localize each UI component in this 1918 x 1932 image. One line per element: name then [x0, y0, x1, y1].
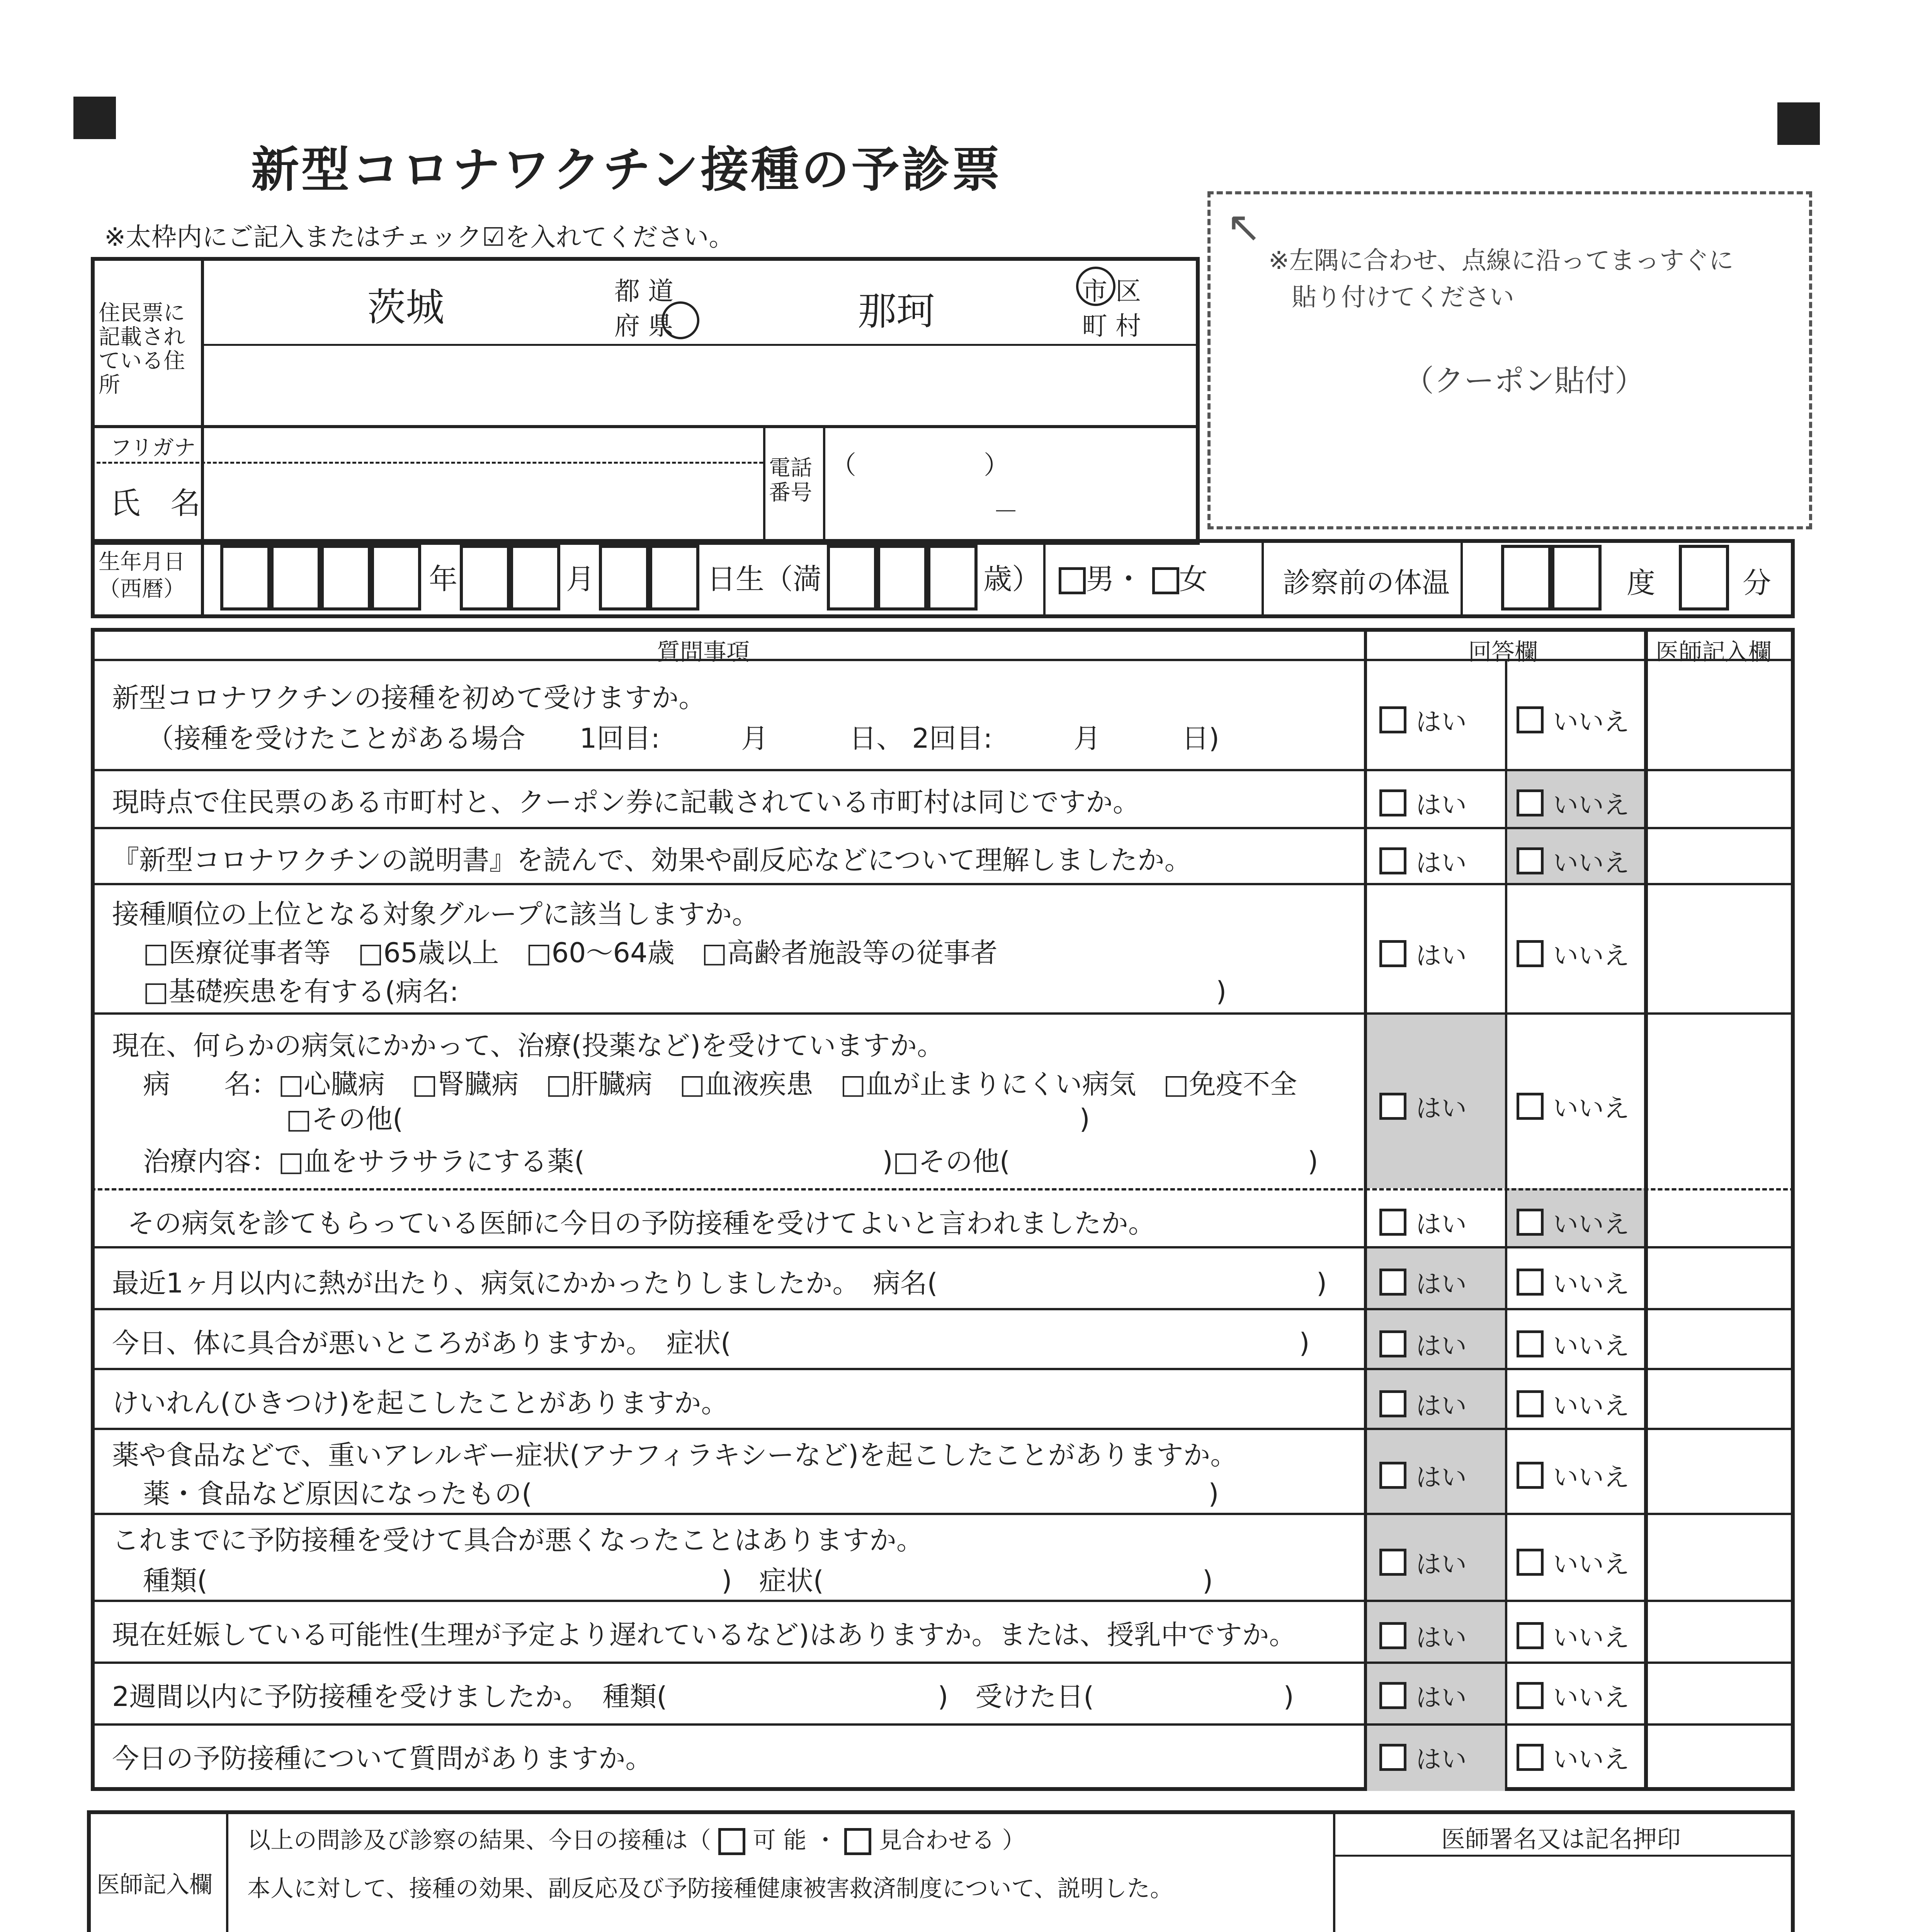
temp-decimal-digit[interactable]: [1679, 545, 1729, 611]
yes-label: はい: [1416, 1623, 1467, 1653]
no-checkbox[interactable]: [1517, 1269, 1544, 1296]
q14-no[interactable]: [1517, 1739, 1629, 1776]
question-5-line-1: 現在、何らかの病気にかかって、治療(投薬など)を受けていますか。: [112, 1030, 944, 1061]
no-checkbox[interactable]: [1517, 1330, 1544, 1357]
yes-label: はい: [1416, 1463, 1467, 1492]
q7-yes[interactable]: [1379, 1264, 1467, 1300]
yes-checkbox[interactable]: [1379, 1209, 1406, 1236]
separator-dot: ・: [814, 1827, 837, 1854]
defer-checkbox[interactable]: [844, 1828, 871, 1855]
coupon-instruction-2: 貼り付けてください: [1292, 283, 1514, 312]
yes-label: はい: [1416, 707, 1467, 737]
questions-header: 質問事項: [657, 639, 750, 666]
q6-yes[interactable]: [1379, 1204, 1467, 1240]
question-4-line-1: 接種順位の上位となる対象グループに該当しますか。: [112, 898, 759, 930]
yes-checkbox[interactable]: [1379, 1744, 1406, 1771]
no-checkbox[interactable]: [1517, 1462, 1544, 1489]
male-checkbox[interactable]: [1059, 567, 1086, 594]
no-checkbox[interactable]: [1517, 1093, 1544, 1120]
temp-digit-1[interactable]: [1501, 545, 1551, 611]
q13-no[interactable]: [1517, 1677, 1629, 1714]
judgement-prefix: 以上の問診及び診察の結果、今日の接種は（: [247, 1827, 711, 1854]
city-suffix-top: 市 区: [1082, 276, 1141, 306]
yes-label: はい: [1416, 1094, 1467, 1123]
q8-yes[interactable]: [1379, 1325, 1467, 1362]
q8-no[interactable]: [1517, 1325, 1629, 1362]
no-checkbox[interactable]: [1517, 1682, 1544, 1709]
no-label: いいえ: [1553, 1331, 1629, 1361]
possible-label: 可 能: [753, 1827, 807, 1854]
yes-checkbox[interactable]: [1379, 1549, 1406, 1576]
yes-checkbox[interactable]: [1379, 1462, 1406, 1489]
question-1-line-1: 新型コロナワクチンの接種を初めて受けますか。: [112, 682, 706, 714]
q10-no[interactable]: [1517, 1457, 1629, 1493]
question-2: 現時点で住民票のある市町村と、クーポン券に記載されている市町村は同じですか。: [112, 786, 1140, 818]
no-label: いいえ: [1553, 1209, 1629, 1239]
no-checkbox[interactable]: [1517, 940, 1544, 967]
yes-checkbox[interactable]: [1379, 706, 1406, 733]
birth-label: 生年月日（西暦）: [99, 549, 185, 602]
question-14: 今日の予防接種について質問がありますか。: [112, 1743, 653, 1774]
yes-checkbox[interactable]: [1379, 1622, 1406, 1649]
no-label: いいえ: [1553, 1683, 1629, 1713]
coupon-label: （クーポン貼付）: [1404, 364, 1645, 398]
phone-paren: （ ）: [831, 450, 1009, 480]
yes-label: はい: [1416, 1269, 1467, 1299]
yes-checkbox[interactable]: [1379, 1330, 1406, 1357]
registration-mark-tr: [1777, 102, 1820, 145]
yes-label: はい: [1416, 1209, 1467, 1239]
question-4-line-3: □基礎疾患を有する(病名: ): [143, 976, 1227, 1007]
q3-no[interactable]: [1517, 842, 1629, 879]
phone-dash: －: [993, 497, 1019, 526]
yes-label: はい: [1416, 941, 1467, 971]
no-label: いいえ: [1553, 1269, 1629, 1299]
q2-no[interactable]: [1517, 784, 1629, 821]
q6-no[interactable]: [1517, 1204, 1629, 1240]
arrow-icon: ↖: [1226, 202, 1262, 252]
no-label: いいえ: [1553, 1463, 1629, 1492]
doctor-section-label: 医師記入欄: [97, 1871, 213, 1898]
no-checkbox[interactable]: [1517, 1549, 1544, 1576]
yes-checkbox[interactable]: [1379, 1390, 1406, 1417]
no-checkbox[interactable]: [1517, 1390, 1544, 1417]
q12-yes[interactable]: [1379, 1617, 1467, 1654]
no-label: いいえ: [1553, 1745, 1629, 1774]
birth-year-digit-1[interactable]: [220, 545, 270, 611]
yes-checkbox[interactable]: [1379, 1682, 1406, 1709]
no-label: いいえ: [1553, 1549, 1629, 1579]
age-unit: 歳）: [983, 563, 1041, 596]
question-1-line-2: （接種を受けたことがある場合 1回目: 月 日、 2回目: 月 日): [147, 723, 1219, 754]
name-input[interactable]: [209, 466, 757, 539]
yes-label: はい: [1416, 1745, 1467, 1774]
age-digit-3[interactable]: [927, 545, 978, 611]
prefecture-value: 茨城: [367, 285, 444, 330]
q3-yes[interactable]: [1379, 842, 1467, 879]
q1-no[interactable]: [1517, 701, 1629, 738]
q5-yes[interactable]: [1379, 1088, 1467, 1124]
yes-checkbox[interactable]: [1379, 940, 1406, 967]
yes-label: はい: [1416, 1683, 1467, 1713]
no-checkbox[interactable]: [1517, 789, 1544, 816]
q4-no[interactable]: [1517, 935, 1629, 972]
coupon-instruction-1: ※左隅に合わせ、点線に沿ってまっすぐに: [1268, 247, 1734, 275]
q14-yes[interactable]: [1379, 1739, 1467, 1776]
q5-no[interactable]: [1517, 1088, 1629, 1124]
yes-checkbox[interactable]: [1379, 789, 1406, 816]
q7-no[interactable]: [1517, 1264, 1629, 1300]
no-label: いいえ: [1553, 790, 1629, 820]
question-3: 『新型コロナワクチンの説明書』を読んで、効果や副反応などについて理解しましたか。: [112, 844, 1192, 876]
question-12: 現在妊娠している可能性(生理が予定より遅れているなど)はありますか。または、授乳中ですか。: [112, 1619, 1296, 1651]
page-title: 新型コロナワクチン接種の予診票: [251, 142, 1002, 198]
female-label: 女: [1179, 563, 1208, 596]
question-8: 今日、体に具合が悪いところがありますか。 症状( ): [112, 1327, 1310, 1359]
temp-degree-unit: 度: [1627, 566, 1655, 600]
no-label: いいえ: [1553, 1094, 1629, 1123]
prefecture-suffix-bottom: 府 県: [614, 311, 673, 341]
no-label: いいえ: [1553, 848, 1629, 878]
question-10-line-1: 薬や食品などで、重いアレルギー症状(アナフィラキシーなど)を起こしたことがありますか。: [112, 1439, 1238, 1471]
question-7: 最近1ヶ月以内に熱が出たり、病気にかかったりしましたか。 病名( ): [112, 1267, 1327, 1299]
birth-year-unit: 年: [429, 563, 457, 596]
yes-checkbox[interactable]: [1379, 1269, 1406, 1296]
q10-yes[interactable]: [1379, 1457, 1467, 1493]
q9-no[interactable]: [1517, 1385, 1629, 1422]
possible-checkbox[interactable]: [718, 1828, 745, 1855]
age-digit-2[interactable]: [877, 545, 927, 611]
birth-day-digit-2[interactable]: [649, 545, 699, 611]
doctor-signature-field[interactable]: [1341, 1861, 1789, 1932]
phone-label: 電話番号: [769, 456, 812, 505]
yes-label: はい: [1416, 1549, 1467, 1579]
q9-yes[interactable]: [1379, 1385, 1467, 1422]
q12-no[interactable]: [1517, 1617, 1629, 1654]
female-checkbox[interactable]: [1152, 567, 1179, 594]
doctor-explanation: 本人に対して、接種の効果、副反応及び予防接種健康被害救済制度について、説明した。: [247, 1875, 1173, 1902]
birth-month-unit: 月: [566, 563, 595, 596]
q2-yes[interactable]: [1379, 784, 1467, 821]
fill-instruction: ※太枠内にご記入またはチェック☑を入れてください。: [104, 222, 735, 252]
answers-header: 回答欄: [1468, 639, 1538, 666]
question-6: その病気を診てもらっている医師に今日の予防接種を受けてよいと言われましたか。: [128, 1208, 1155, 1239]
city-circle: [1076, 267, 1115, 306]
male-label: 男・: [1086, 563, 1143, 596]
doctor-header: 医師記入欄: [1656, 639, 1772, 666]
city-suffix-bottom: 町 村: [1082, 311, 1141, 341]
question-9: けいれん(ひきつけ)を起こしたことがありますか。: [112, 1387, 728, 1419]
doctor-judgement: [247, 1822, 1025, 1855]
temp-minute-unit: 分: [1743, 566, 1771, 600]
no-checkbox[interactable]: [1517, 706, 1544, 733]
defer-label: 見合わせる ）: [879, 1827, 1025, 1854]
birth-day-digit-1[interactable]: [599, 545, 649, 611]
question-11-line-1: これまでに予防接種を受けて具合が悪くなったことはありますか。: [112, 1524, 923, 1556]
question-4-line-2: □医療従事者等 □65歳以上 □60〜64歳 □高齢者施設等の従事者: [143, 937, 998, 969]
q1-yes[interactable]: [1379, 701, 1467, 738]
no-label: いいえ: [1553, 707, 1629, 737]
birth-year-digit-3[interactable]: [321, 545, 371, 611]
no-checkbox[interactable]: [1517, 1209, 1544, 1236]
birth-year-digit-4[interactable]: [371, 545, 421, 611]
address-label: 住民票に記載されている住所: [99, 301, 185, 398]
doctor-signature-label: 医師署名又は記名押印: [1441, 1825, 1681, 1853]
temp-digit-2[interactable]: [1551, 545, 1602, 611]
question-10-line-2: 薬・食品など原因になったもの( ): [143, 1478, 1219, 1510]
q4-yes[interactable]: [1379, 935, 1467, 972]
prefecture-circle: [661, 301, 699, 339]
city-value: 那珂: [858, 289, 935, 334]
yes-checkbox[interactable]: [1379, 847, 1406, 874]
no-checkbox[interactable]: [1517, 1622, 1544, 1649]
prefecture-suffix-top: 都 道: [614, 276, 673, 306]
yes-label: はい: [1416, 848, 1467, 878]
birth-month-digit-1[interactable]: [460, 545, 510, 611]
no-label: いいえ: [1553, 941, 1629, 971]
birth-year-digit-2[interactable]: [270, 545, 321, 611]
question-11-line-2: 種類( ) 症状( ): [143, 1565, 1213, 1597]
furigana-label: フリガナ: [110, 435, 196, 461]
age-digit-1[interactable]: [827, 545, 877, 611]
q11-no[interactable]: [1517, 1544, 1629, 1580]
question-13: 2週間以内に予防接種を受けましたか。 種類( ) 受けた日( ): [112, 1681, 1294, 1713]
no-checkbox[interactable]: [1517, 847, 1544, 874]
question-5-line-3: □その他( ): [286, 1103, 1090, 1135]
birth-day-unit: 日生（満: [707, 563, 821, 596]
registration-mark-tl: [73, 97, 116, 139]
q11-yes[interactable]: [1379, 1544, 1467, 1580]
yes-checkbox[interactable]: [1379, 1093, 1406, 1120]
sex-options: [1059, 556, 1208, 597]
name-label: 氏 名: [110, 486, 201, 521]
temperature-label: 診察前の体温: [1283, 566, 1450, 599]
question-5-line-4: 治療内容：□血をサラサラにする薬( )□その他( ): [143, 1146, 1318, 1177]
no-label: いいえ: [1553, 1391, 1629, 1421]
yes-label: はい: [1416, 790, 1467, 820]
coupon-area: [1207, 191, 1812, 529]
yes-label: はい: [1416, 1331, 1467, 1361]
no-label: いいえ: [1553, 1623, 1629, 1653]
no-checkbox[interactable]: [1517, 1744, 1544, 1771]
question-5-line-2: 病 名：□心臓病 □腎臓病 □肝臓病 □血液疾患 □血が止まりにくい病気 □免疫不全: [143, 1068, 1297, 1100]
q13-yes[interactable]: [1379, 1677, 1467, 1714]
yes-label: はい: [1416, 1391, 1467, 1421]
birth-month-digit-2[interactable]: [510, 545, 560, 611]
